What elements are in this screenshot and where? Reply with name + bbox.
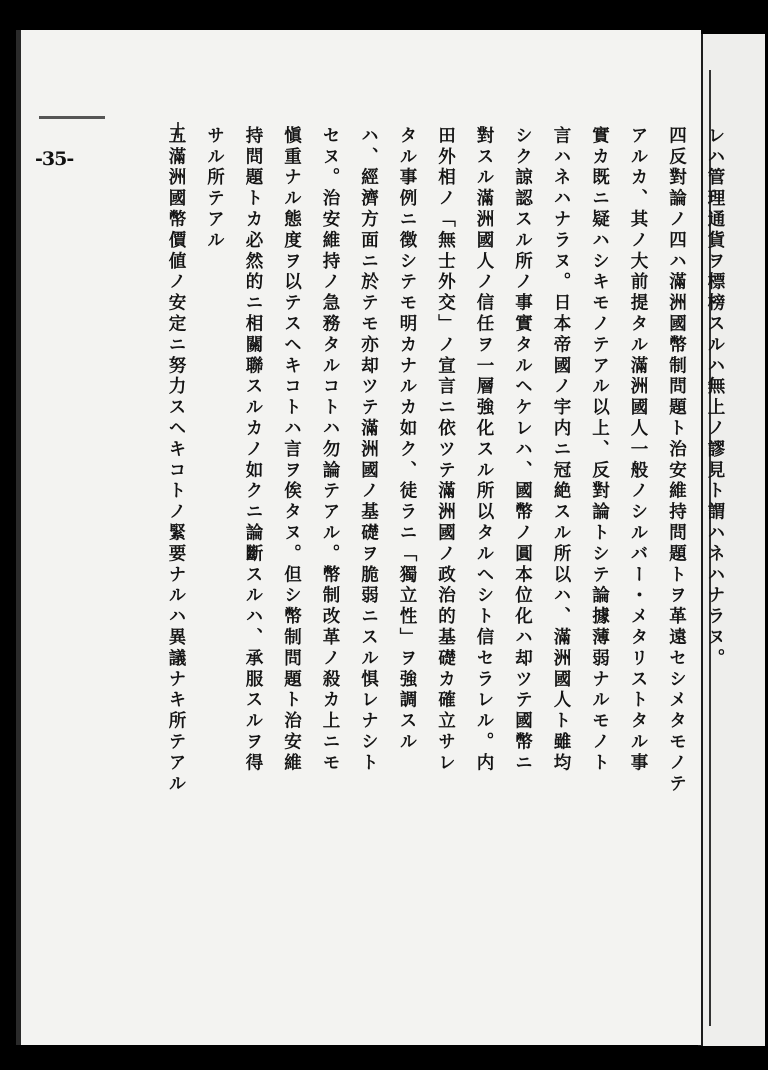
vertical-text-block — [157, 126, 735, 956]
text-column: アルカ、其ノ大前提タル滿洲國人一般ノシルバー・メタリストタル事 — [628, 126, 648, 774]
text-column: 實カ既ニ疑ハシキモノテアル以上、反對論トシテ論據薄弱ナルモノト — [589, 126, 610, 774]
ink-smudge — [39, 116, 105, 119]
text-column: 四反對論ノ四ハ滿洲國幣制問題ト治安維持問題トヲ革遠セシメタモノテ — [666, 126, 687, 795]
text-column: 言ハネハナラヌ。日本帝國ノ宇内ニ冠絶スル所以ハ、滿洲國人ト雖均 — [551, 126, 571, 774]
text-column: セヌ。治安維持ノ急務タルコトハ勿論テアル。幣制改革ノ殺カ上ニモ — [320, 126, 340, 774]
text-column: タル事例ニ徴シテモ明カナルカ如ク、徒ラニ「獨立性」ヲ強調スル — [397, 126, 417, 753]
text-column: 五滿洲國幣價値ノ安定ニ努力スヘキコトノ緊要ナルハ異議ナキ所テアル — [166, 126, 186, 795]
text-column: 愼重ナル態度ヲ以テスヘキコトハ言ヲ俟タヌ。但シ幣制問題ト治安維 — [281, 126, 302, 774]
text-column: レハ管理通貨ヲ標榜スルハ無上ノ謬見ト謂ハネハナラヌ。 — [705, 126, 725, 670]
text-column: ハ、經濟方面ニ於テモ亦却ツテ滿洲國ノ基礎ヲ脆弱ニスル惧レナシト — [358, 126, 379, 774]
page-number: -35- — [35, 148, 74, 170]
text-column: シク諒認スル所ノ事實タルヘケレハ、國幣ノ圓本位化ハ却ツテ國幣ニ — [512, 126, 533, 774]
text-column: 持問題トカ必然的ニ相關聯スルカノ如クニ論斷スルハ、承服スルヲ得 — [243, 126, 263, 774]
text-column: 田外相ノ「無士外交」ノ宣言ニ依ツテ滿洲國ノ政治的基礎カ確立サレ — [435, 126, 456, 774]
text-column: 對スル滿洲國人ノ信任ヲ一層強化スル所以タルヘシト信セラレル。内 — [474, 126, 494, 774]
text-column: サル所テアル — [204, 126, 225, 252]
